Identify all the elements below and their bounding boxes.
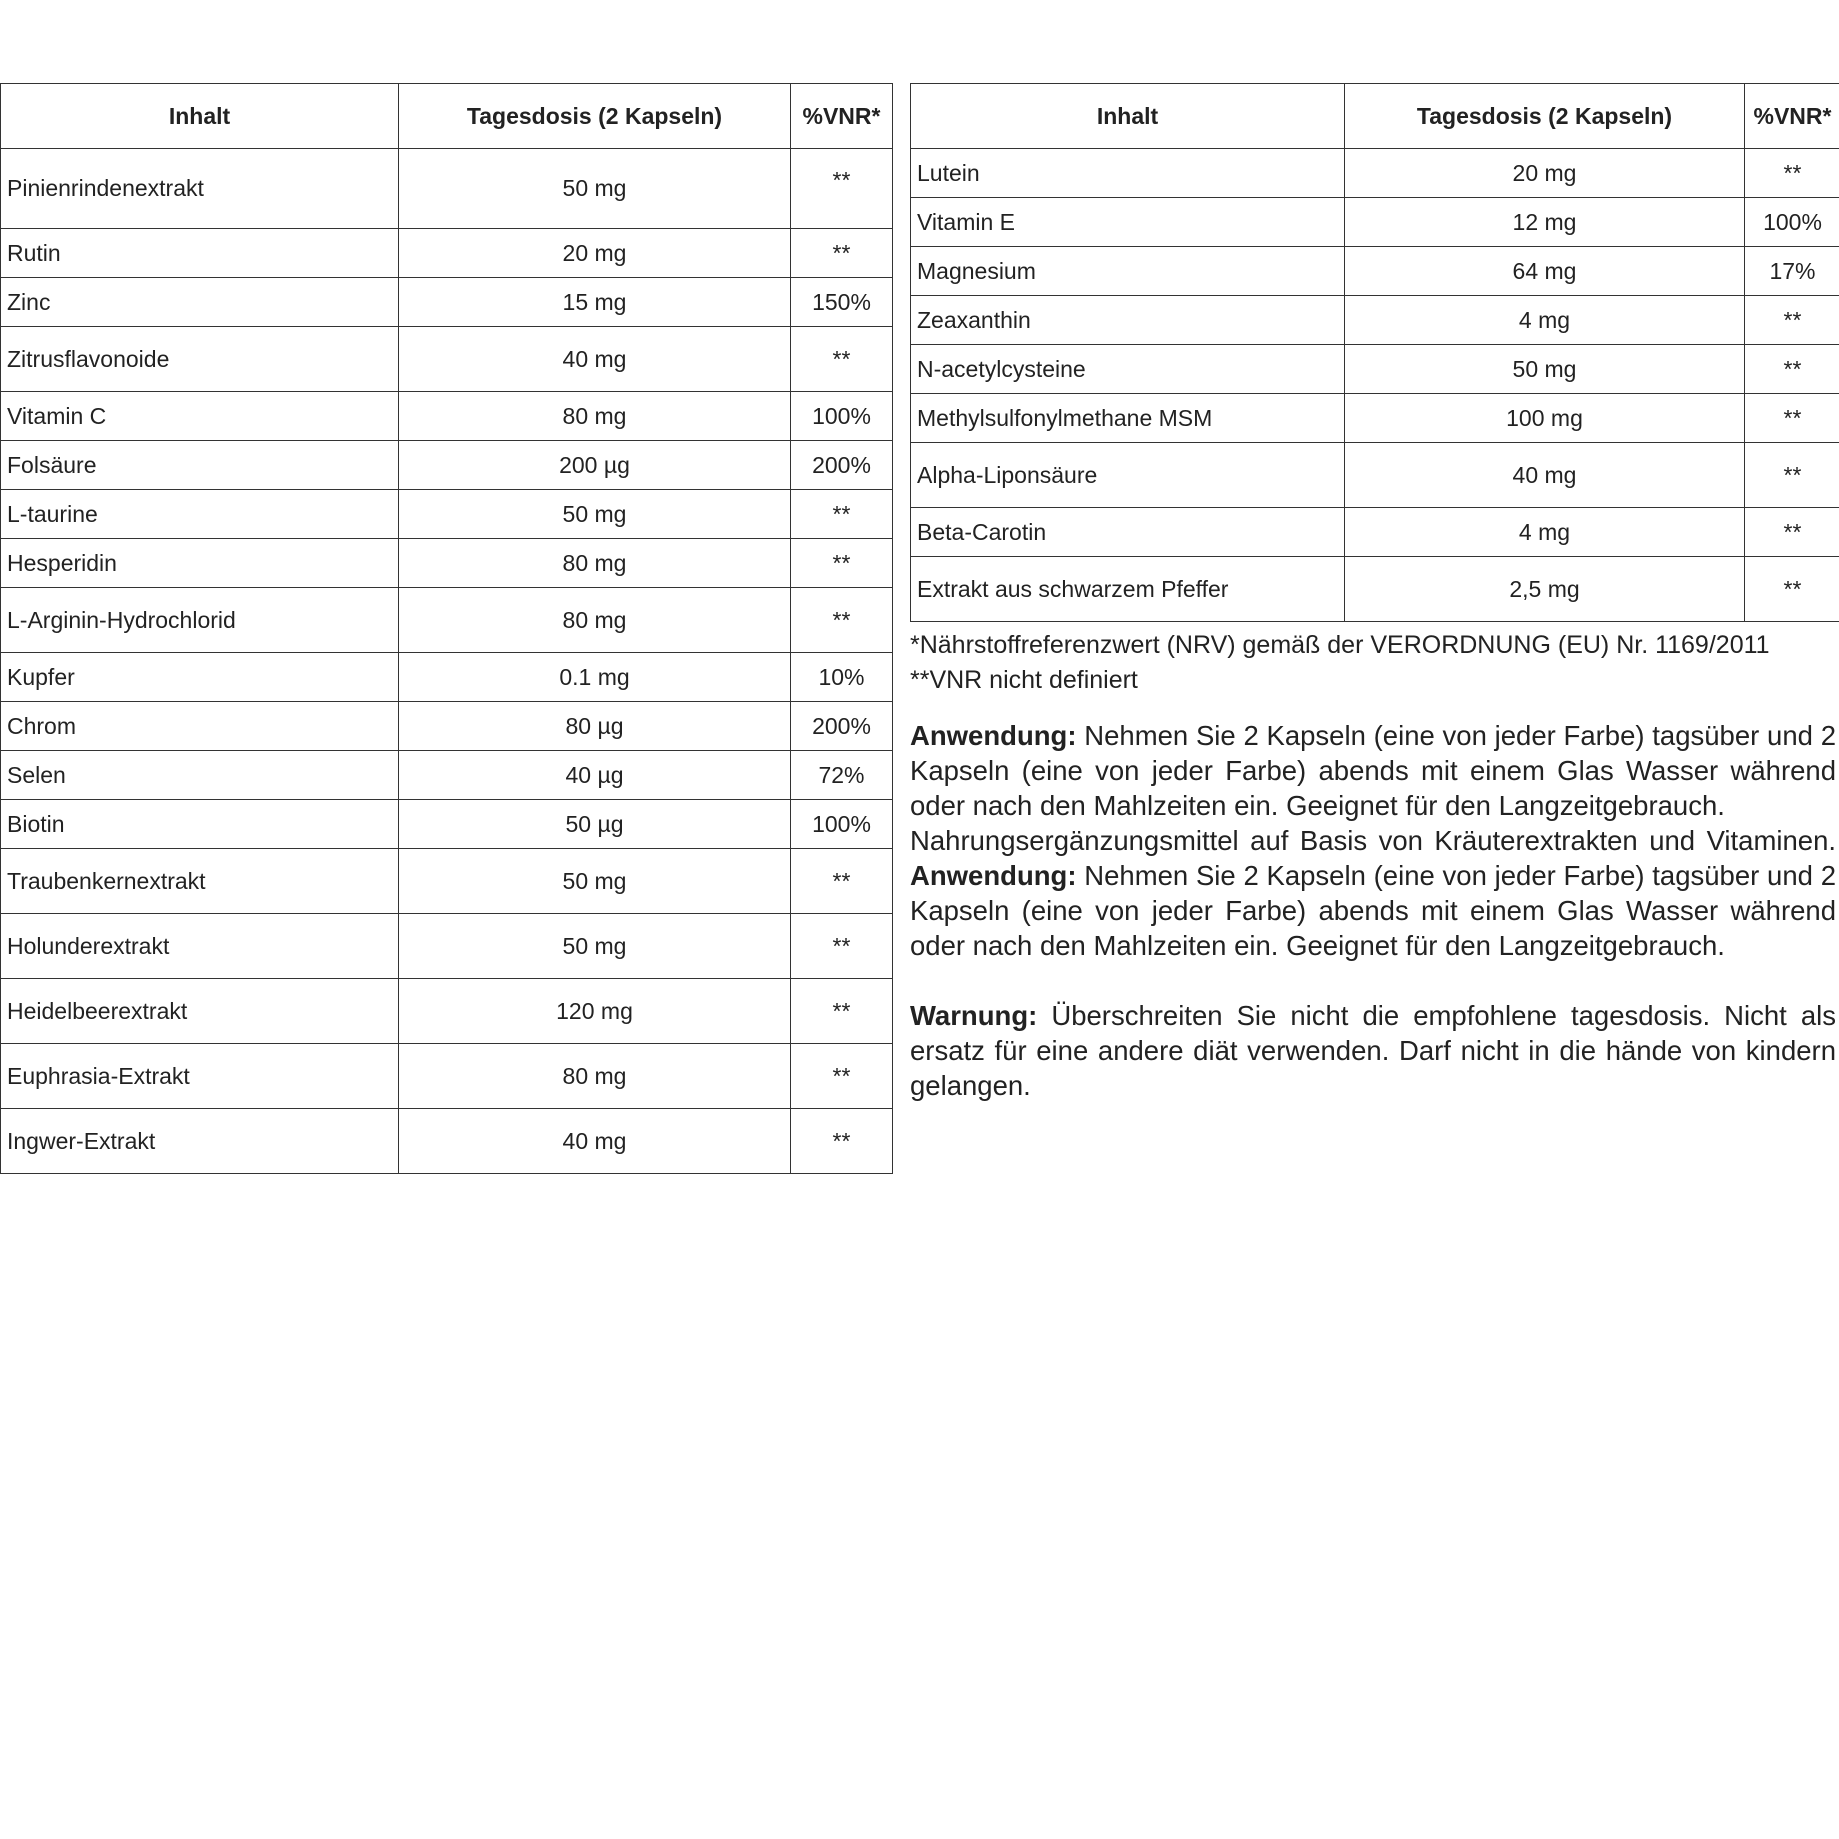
table-row	[1, 441, 893, 490]
cell-tagesdosis: 50 mg	[399, 914, 791, 979]
table-row	[911, 345, 1839, 394]
table-row	[1, 1109, 893, 1174]
supplement-text: Nahrungsergänzungsmittel auf Basis von Kräuterextrakten und Vitaminen.	[910, 825, 1836, 856]
vnr-footnote: **VNR nicht definiert	[910, 666, 1138, 694]
table-row	[911, 557, 1839, 622]
column-header-vnr: %VNR*	[1745, 84, 1839, 149]
cell-vnr: **	[1745, 443, 1839, 508]
cell-tagesdosis: 80 mg	[399, 392, 791, 441]
warning-paragraph	[910, 998, 1836, 1103]
warning-text: Überschreiten Sie nicht die empfohlene tagesdosis. Nicht als ersatz für eine andere diät verwenden. Darf nicht in die hände von kindern gelangen.	[910, 1000, 1836, 1101]
cell-tagesdosis: 80 mg	[399, 1044, 791, 1109]
cell-vnr: 100%	[791, 392, 893, 441]
cell-inhalt: L-taurine	[1, 490, 399, 539]
cell-inhalt: Hesperidin	[1, 539, 399, 588]
table-row	[911, 296, 1839, 345]
cell-vnr: 200%	[791, 441, 893, 490]
table-row	[1, 849, 893, 914]
table-row	[1, 1044, 893, 1109]
cell-tagesdosis: 100 mg	[1345, 394, 1745, 443]
cell-tagesdosis: 40 µg	[399, 751, 791, 800]
table-row	[1, 278, 893, 327]
table-row	[1, 327, 893, 392]
cell-vnr: **	[791, 849, 893, 914]
table-row	[911, 247, 1839, 296]
table-row	[1, 751, 893, 800]
cell-vnr: **	[1745, 394, 1839, 443]
cell-inhalt: Extrakt aus schwarzem Pfeffer	[911, 557, 1345, 622]
table-row	[911, 198, 1839, 247]
cell-tagesdosis: 4 mg	[1345, 296, 1745, 345]
column-header-tagesdosis: Tagesdosis (2 Kapseln)	[1345, 84, 1745, 149]
cell-tagesdosis: 64 mg	[1345, 247, 1745, 296]
table-body-left	[1, 149, 893, 1174]
cell-inhalt: Rutin	[1, 229, 399, 278]
cell-tagesdosis: 120 mg	[399, 979, 791, 1044]
cell-inhalt: N-acetylcysteine	[911, 345, 1345, 394]
table-row	[911, 443, 1839, 508]
cell-inhalt: L-Arginin-Hydrochlorid	[1, 588, 399, 653]
cell-inhalt: Ingwer-Extrakt	[1, 1109, 399, 1174]
cell-vnr: **	[791, 979, 893, 1044]
cell-tagesdosis: 50 mg	[399, 490, 791, 539]
cell-inhalt: Selen	[1, 751, 399, 800]
cell-vnr: **	[1745, 149, 1839, 198]
cell-inhalt: Magnesium	[911, 247, 1345, 296]
usage-label-2: Anwendung:	[910, 860, 1077, 891]
cell-vnr: **	[791, 539, 893, 588]
cell-tagesdosis: 80 µg	[399, 702, 791, 751]
cell-inhalt: Euphrasia-Extrakt	[1, 1044, 399, 1109]
cell-vnr: **	[1745, 557, 1839, 622]
cell-tagesdosis: 0.1 mg	[399, 653, 791, 702]
usage-text-2: Nehmen Sie 2 Kapseln (eine von jeder Farbe) tagsüber und 2 Kapseln (eine von jeder Farbe) abends mit einem Glas Wasser während oder nach den Mahlzeiten ein. Geeignet für den Langzeitgebrauch.	[910, 860, 1836, 961]
cell-tagesdosis: 80 mg	[399, 588, 791, 653]
cell-inhalt: Biotin	[1, 800, 399, 849]
table-row	[1, 800, 893, 849]
cell-tagesdosis: 80 mg	[399, 539, 791, 588]
table-row	[1, 229, 893, 278]
cell-inhalt: Zitrusflavonoide	[1, 327, 399, 392]
table-row	[1, 392, 893, 441]
nrv-footnote: *Nährstoffreferenzwert (NRV) gemäß der VERORDNUNG (EU) Nr. 1169/2011	[910, 631, 1770, 659]
usage-paragraph	[910, 718, 1836, 823]
table-row	[1, 588, 893, 653]
cell-vnr: **	[1745, 345, 1839, 394]
cell-vnr: 200%	[791, 702, 893, 751]
cell-tagesdosis: 15 mg	[399, 278, 791, 327]
cell-vnr: 150%	[791, 278, 893, 327]
warning-label: Warnung:	[910, 1000, 1038, 1031]
cell-inhalt: Kupfer	[1, 653, 399, 702]
table-row	[911, 149, 1839, 198]
usage-text: Nehmen Sie 2 Kapseln (eine von jeder Farbe) tagsüber und 2 Kapseln (eine von jeder Farbe) abends mit einem Glas Wasser während oder nach den Mahlzeiten ein. Geeignet für den Langzeitgebrauch.	[910, 720, 1836, 821]
nutrition-table-right	[910, 83, 1839, 622]
cell-vnr: 72%	[791, 751, 893, 800]
table-row	[1, 979, 893, 1044]
cell-tagesdosis: 200 µg	[399, 441, 791, 490]
cell-inhalt: Lutein	[911, 149, 1345, 198]
cell-inhalt: Zinc	[1, 278, 399, 327]
cell-vnr: **	[1745, 508, 1839, 557]
cell-vnr: **	[791, 490, 893, 539]
cell-inhalt: Folsäure	[1, 441, 399, 490]
table-row	[911, 508, 1839, 557]
cell-tagesdosis: 50 mg	[399, 849, 791, 914]
cell-vnr: 100%	[791, 800, 893, 849]
cell-tagesdosis: 40 mg	[399, 1109, 791, 1174]
cell-vnr: 17%	[1745, 247, 1839, 296]
usage-label: Anwendung:	[910, 720, 1077, 751]
cell-tagesdosis: 50 mg	[1345, 345, 1745, 394]
supplement-paragraph	[910, 823, 1836, 963]
cell-tagesdosis: 50 µg	[399, 800, 791, 849]
table-header-row	[911, 84, 1839, 149]
table-row	[1, 702, 893, 751]
table-row	[1, 149, 893, 229]
cell-inhalt: Pinienrindenextrakt	[1, 149, 399, 229]
cell-tagesdosis: 12 mg	[1345, 198, 1745, 247]
cell-vnr: **	[791, 588, 893, 653]
cell-tagesdosis: 20 mg	[1345, 149, 1745, 198]
column-header-inhalt: Inhalt	[1, 84, 399, 149]
cell-inhalt: Beta-Carotin	[911, 508, 1345, 557]
column-header-inhalt: Inhalt	[911, 84, 1345, 149]
table-row	[911, 394, 1839, 443]
cell-inhalt: Heidelbeerextrakt	[1, 979, 399, 1044]
cell-inhalt: Methylsulfonylmethane MSM	[911, 394, 1345, 443]
nutrition-table-left	[0, 83, 893, 1174]
cell-inhalt: Traubenkernextrakt	[1, 849, 399, 914]
column-header-tagesdosis: Tagesdosis (2 Kapseln)	[399, 84, 791, 149]
cell-vnr: **	[791, 1109, 893, 1174]
cell-inhalt: Alpha-Liponsäure	[911, 443, 1345, 508]
cell-vnr: **	[791, 1044, 893, 1109]
cell-vnr: **	[1745, 296, 1839, 345]
cell-inhalt: Chrom	[1, 702, 399, 751]
cell-tagesdosis: 40 mg	[399, 327, 791, 392]
table-body-right	[911, 149, 1839, 622]
table-row	[1, 914, 893, 979]
cell-vnr: **	[791, 149, 893, 229]
cell-vnr: 10%	[791, 653, 893, 702]
cell-inhalt: Holunderextrakt	[1, 914, 399, 979]
cell-tagesdosis: 50 mg	[399, 149, 791, 229]
table-row	[1, 539, 893, 588]
cell-vnr: **	[791, 327, 893, 392]
notes-section	[910, 628, 1836, 1103]
cell-inhalt: Vitamin E	[911, 198, 1345, 247]
table-header-row	[1, 84, 893, 149]
table-row	[1, 653, 893, 702]
cell-tagesdosis: 2,5 mg	[1345, 557, 1745, 622]
cell-inhalt: Zeaxanthin	[911, 296, 1345, 345]
cell-tagesdosis: 40 mg	[1345, 443, 1745, 508]
cell-inhalt: Vitamin C	[1, 392, 399, 441]
cell-vnr: **	[791, 229, 893, 278]
cell-tagesdosis: 20 mg	[399, 229, 791, 278]
cell-tagesdosis: 4 mg	[1345, 508, 1745, 557]
table-row	[1, 490, 893, 539]
cell-vnr: **	[791, 914, 893, 979]
column-header-vnr: %VNR*	[791, 84, 893, 149]
cell-vnr: 100%	[1745, 198, 1839, 247]
